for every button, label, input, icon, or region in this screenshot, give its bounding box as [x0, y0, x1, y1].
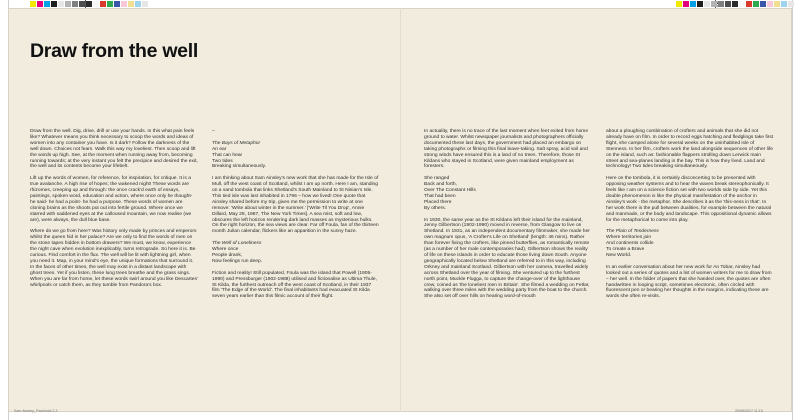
paragraph: In 1930, the same year as the St Kildans left their island for the mainland, Jenny Gilbertson (1902-1990) moved in reverse, from Glasgow to live on Shetland. In 1931, as an independent documentary filmmaker, she made her own magnum opus, 'A Crofter's Life on Shetland' (length: 46 mins). Rather than forever fixing the crofters, like pinned butterflies, as romantically remote (as a number of her male contemporaries had), Gilbertson shows the reality of life on these islands in order to educate those living down South. Anyone geographically located below Shetland are referred to in this way, including Orkney and mainland Scotland. Gilbertson with her camera, travelled widely across Shetland over the year of filming. She ventured up to the furthest north point, Muckle Flugga, to capture the change-over of the lighthouse crew, coined as 'the loneliest men in Britain'. She filmed a wedding on Fetlar, walking over three miles with the wedding party from the boat to the church. She also set off over hills on hearing word-of-mouth	[424, 217, 590, 300]
paragraph: about a ploughing combination of crofters and animals that she did not already have on film. In order to record eggs hatching and fledglings take first flight, she camped alone for several weeks on the uninhabited isle of Stenness. In her film, crofters work the land alongside sequences of other life on the island, such as: fashionable flappers strolling down Lerwick main street and sea-planes landing in the bay. This is how they lived. Land and technology! Two tides breaking simultaneously.	[606, 129, 774, 170]
poem-line: She ranged	[424, 176, 450, 182]
poem-line: By others.	[424, 205, 447, 211]
color-swatch	[86, 1, 92, 7]
poem-line: And continents collide	[606, 241, 654, 247]
poem-line: That can hear	[212, 152, 243, 158]
color-bar-right	[676, 1, 795, 7]
color-swatch	[746, 1, 752, 7]
color-swatch	[690, 1, 696, 7]
color-swatch	[121, 1, 127, 7]
poem-line: New World.	[606, 253, 632, 258]
poem-line: Breaking simultaneously.	[212, 164, 267, 170]
color-swatch	[781, 1, 787, 7]
trim-line-right	[792, 0, 793, 420]
paragraph: I am thinking about Sam Ainsley's new work that she has made for the Isle of Mull, off the west coast of Scotland, whilst I am up north. Here I am, standing on a sand tombola that links Shetland's South Mainland to St Ninian's Isle. This tied isle was last inhabited in 1796 – how we lived! One quote that Ainsley shared before my trip, gives me the permission to write at one remove: 'Write about winter in the summer.' ['Write Til You Drop', Annie Dillard, May 28, 1987, The New York Times]. A sea mist, soft and low, obscures the left horizon rendering dark land masses as mysterious hulks. On the right horizon, the sea views are clear. Far off Foula, fan of the thirteen month Julian calendar, flickers like an apparition in the sunny haze.	[212, 176, 379, 235]
color-swatch	[114, 1, 120, 7]
poem-title: The Well of Loneliness	[212, 241, 262, 247]
paragraph: Draw from the well. Dig, drive, drill or use your hands. Is this what pain feels like? Whatever means you think necessary to scoop the words and ideas of women into any container you have. Is it dark? Follow the darkness of the well down. Choices not fears. Walk this way my loveliest. Then scoop and lift the words up high. See, at the moment when running away from, becoming running towards; at the very instant you felt the precipice and desired the exit, the well and its contents become your lifebelt.	[30, 129, 198, 170]
color-swatch	[711, 1, 717, 7]
poem-line: That had been	[424, 193, 456, 199]
color-swatch	[732, 1, 738, 7]
color-swatch	[725, 1, 731, 7]
paragraph: Here on the tombola, it is certainly disconcerting to be presented with opposing weather systems and to hear the waves break stereophonically. It feels like I am on a science fiction set with two worlds side by side. Yet this double phenomenon is like the physical manifestation of the anchor in Ainsley's work - the metaphor. She describes it as the 'this-ness in that'. In her work there is the pull between dualities, for example between the natural and manmade, or the body and landscape. This oppositional dynamic allows for the metaphorical to come into play.	[606, 176, 772, 223]
color-swatch	[760, 1, 766, 7]
text-column-4	[606, 129, 774, 306]
poem-line: Where territories join	[606, 235, 652, 241]
poem-line: Over The Constant Hills	[424, 188, 476, 194]
color-swatch	[697, 1, 703, 7]
color-swatch	[37, 1, 43, 7]
color-swatch	[93, 1, 99, 7]
color-swatch	[128, 1, 134, 7]
page-title: Draw from the well	[30, 40, 198, 62]
color-swatch	[30, 1, 36, 7]
color-swatch	[739, 1, 745, 7]
color-swatch	[683, 1, 689, 7]
paragraph: –	[212, 129, 215, 134]
text-column-1	[30, 129, 198, 294]
color-swatch	[718, 1, 724, 7]
poem-line: People drank,	[212, 252, 243, 258]
poem-title: The Plain of Tenderness	[606, 229, 659, 235]
page-gutter	[400, 8, 401, 412]
color-swatch	[44, 1, 50, 7]
slug-right: 29/08/2017 11:15	[735, 409, 763, 413]
poem-line: Placed there	[424, 199, 452, 205]
color-swatch	[676, 1, 682, 7]
poem-block	[424, 176, 592, 211]
poem-line: Now feelings run deep.	[212, 258, 263, 264]
color-bar-left	[30, 1, 149, 7]
poem-block	[606, 229, 774, 259]
poem-block	[212, 141, 380, 171]
color-swatch	[65, 1, 71, 7]
color-swatch	[58, 1, 64, 7]
color-swatch	[753, 1, 759, 7]
color-swatch	[788, 1, 794, 7]
color-swatch	[51, 1, 57, 7]
poem-line: An ear	[212, 146, 227, 152]
poem-title: The Bays of Metaphor	[212, 140, 261, 146]
slug-left: Sam Ainsley_Final.indd 2-3	[14, 409, 58, 413]
paragraph: Fiction and reality! Still populated, Foula was the island that Powell (1905-1990) and Pressburger (1902-1988) utilised and fictionalise as Ultima Thule, St Kilda, the furthest outreach off the west coast of Scotland, in their 1937 film 'The Edge of the World'. The final inhabitants had evacuated St Kilda seven years earlier than this filmic account of their flight.	[212, 270, 377, 300]
poem-line: Back and forth,	[424, 182, 457, 188]
color-swatch	[774, 1, 780, 7]
color-swatch	[72, 1, 78, 7]
color-swatch	[704, 1, 710, 7]
paragraph: In an earlier conversation about her new work for An Tobar, Ainsley had looked out a series of quotes and a list of women writers for me to draw from – her well. In the folder of papers that she handed over, the quotes are often handwritten in looping script, sometimes electronic, often circled with fluorescent pen or bearing her thoughts in the margins, indicating these are words she often re-visits.	[606, 264, 772, 300]
color-swatch	[767, 1, 773, 7]
color-swatch	[100, 1, 106, 7]
poem-line: Where once	[212, 247, 239, 253]
color-swatch	[79, 1, 85, 7]
text-column-2	[212, 129, 380, 306]
poem-line: Two tides	[212, 158, 233, 164]
text-column-3	[424, 129, 592, 306]
poem-line: To create a Brave	[606, 247, 645, 253]
paragraph: Where do we go from here? Was history only made by princes and emperors whilst the queen hid in her palace? Are we only to find the words of men on the stone tapes hidden in bottom drawers? We must, we know, experience the night cave when evolution inexplicably, turns retrograde. So here it is. Be curious. Find comfort in the flux. The well will be lit with lightning girl, when you need it. Map, in your mind's eye, the unique formations that surround it. In the faces of other times, the well may exist in a distant landscape with ghost trees. Yet if you listen, these lung trees breathe and the grass sings. When you are far from home, let these words swirl around you like Descartes' whirlpools or catch them, as they tumble from Pandora's box.	[30, 229, 198, 288]
paragraph: In actuality, there is no trace of the last moment when feet exited from home ground to water. Whilst newspaper journalists and photographers officially documented these last days, the government had placed an embargo on taking photographs or filming this final leave-taking. Salt spray, acid soil and strong winds have ensured this is a land of no trees. Therefore, those St Kildans who stayed in Scotland, were given mainland employment as foresters.	[424, 129, 589, 170]
color-swatch	[135, 1, 141, 7]
poem-block	[212, 241, 380, 265]
paragraph: Lift up the words of women, for reference, for inspiration, for critique. It is a true avalanche. A high rise of hopes; the wakened night! These words are rhizomes, creeping up and through: the once crack'd earth of essays, paintings, spoken word, education and action, where once only he thought- he said- he had a point- he had a purpose. These words of women are cloning brains as the shoots put out into fertile ground. Where once we starred with saddened eyes at the calloused mountain, we now realise (we are), were always, the dull blue base.	[30, 176, 193, 223]
color-swatch	[107, 1, 113, 7]
color-swatch	[142, 1, 148, 7]
